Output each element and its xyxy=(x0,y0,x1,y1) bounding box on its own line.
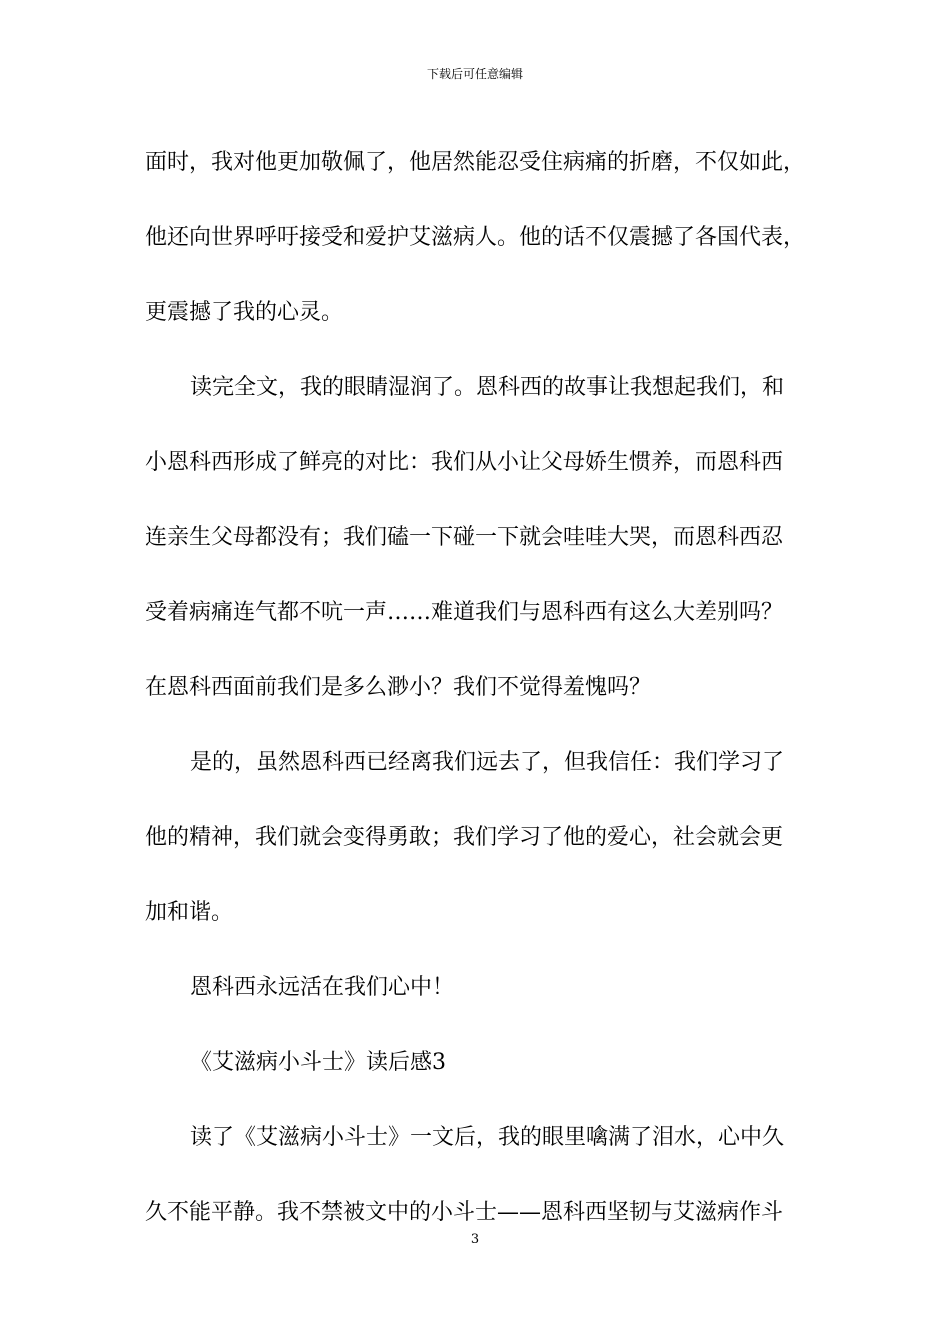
text-line: 面时，我对他更加敬佩了，他居然能忍受住病痛的折磨，不仅如此， xyxy=(145,150,806,175)
text-line: 加和谐。 xyxy=(145,900,234,925)
text-line: 更震撼了我的心灵。 xyxy=(145,300,344,325)
page-header: 下载后可任意编辑 xyxy=(426,67,523,81)
text-line: 久不能平静。我不禁被文中的小斗士——恩科西坚韧与艾滋病作斗 xyxy=(145,1200,784,1225)
text-line: 他的精神，我们就会变得勇敢；我们学习了他的爱心，社会就会更 xyxy=(145,825,784,850)
text-line: 在恩科西面前我们是多么渺小？我们不觉得羞愧吗？ xyxy=(145,675,652,700)
text-line: 小恩科西形成了鲜亮的对比：我们从小让父母娇生惯养，而恩科西 xyxy=(145,450,784,475)
text-line: 他还向世界呼吁接受和爱护艾滋病人。他的话不仅震撼了各国代表， xyxy=(145,225,806,250)
text-line: 连亲生父母都没有；我们磕一下碰一下就会哇哇大哭，而恩科西忍 xyxy=(145,525,784,550)
text-line: 是的，虽然恩科西已经离我们远去了，但我信任：我们学习了 xyxy=(190,750,785,775)
text-line: 恩科西永远活在我们心中！ xyxy=(190,975,455,1000)
text-line: 受着病痛连气都不吭一声……难道我们与恩科西有这么大差别吗？ xyxy=(145,600,784,625)
section-heading: 《艾滋病小斗士》读后感3 xyxy=(190,1050,446,1075)
text-line: 读完全文，我的眼睛湿润了。恩科西的故事让我想起我们，和 xyxy=(190,375,785,400)
page-number: 3 xyxy=(470,1232,480,1247)
text-line: 读了《艾滋病小斗士》一文后，我的眼里噙满了泪水，心中久 xyxy=(190,1125,785,1150)
document-body xyxy=(145,125,815,1250)
